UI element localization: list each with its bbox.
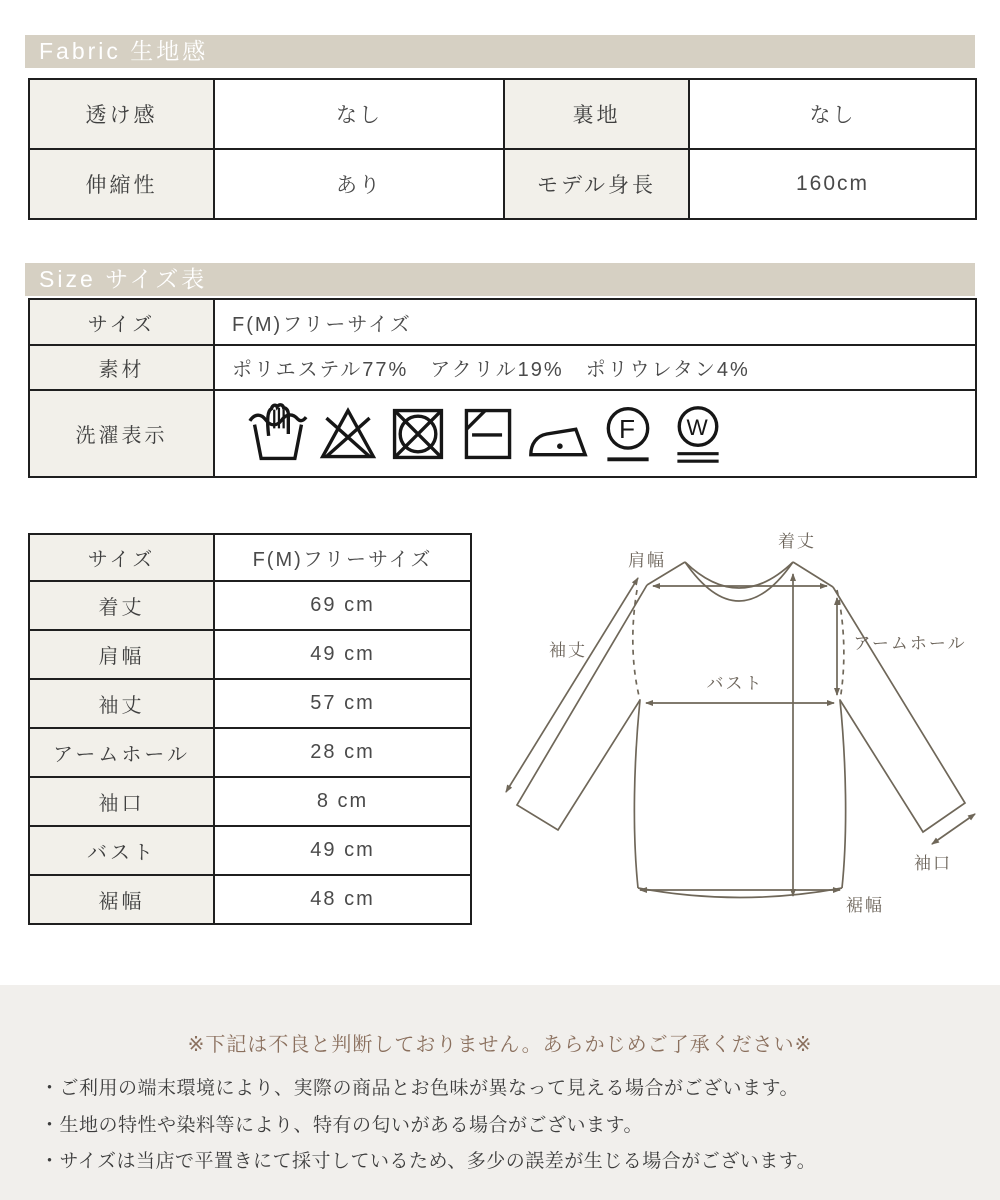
diagram-label-hem-width: 裾幅: [846, 896, 884, 915]
value-cell: F(M)フリーサイズ: [214, 299, 976, 345]
diagram-label-body-length: 着丈: [778, 532, 816, 551]
measurement-row: [29, 875, 471, 924]
note-item: ・ご利用の端末環境により、実際の商品とお色味が異なって見える場合がございます。: [40, 1078, 799, 1099]
label-cell: 素材: [29, 345, 214, 390]
garment-diagram: [490, 510, 995, 955]
notes-section: [0, 985, 1000, 1200]
table-row: [29, 79, 976, 149]
svg-text:W: W: [686, 414, 710, 440]
measurement-row: [29, 679, 471, 728]
table-row: [29, 299, 976, 345]
diagram-label-sleeve-length: 袖丈: [549, 641, 587, 660]
label-cell: バスト: [29, 826, 214, 875]
wet-clean-W-icon: [668, 402, 728, 466]
fabric-section-header: Fabric 生地感: [25, 35, 975, 68]
size-section-header: Size サイズ表: [25, 263, 975, 296]
label-cell: サイズ: [29, 534, 214, 581]
value-cell: 8 cm: [214, 777, 471, 826]
value-cell: 69 cm: [214, 581, 471, 630]
label-cell: 伸縮性: [29, 149, 214, 219]
label-cell: 着丈: [29, 581, 214, 630]
label-cell: 袖口: [29, 777, 214, 826]
diagram-label-armhole: アームホール: [853, 634, 967, 653]
label-cell: サイズ: [29, 299, 214, 345]
measurement-header-row: [29, 534, 471, 581]
label-cell: 肩幅: [29, 630, 214, 679]
size-info-table: [28, 298, 977, 478]
dry-clean-F-icon: [598, 402, 658, 466]
table-row: [29, 149, 976, 219]
svg-text:F: F: [619, 413, 637, 444]
value-cell: 48 cm: [214, 875, 471, 924]
value-cell: 160cm: [689, 149, 976, 219]
label-cell: 裏地: [504, 79, 689, 149]
value-cell: F(M)フリーサイズ: [214, 534, 471, 581]
value-cell: 49 cm: [214, 826, 471, 875]
diagram-label-bust: バスト: [706, 674, 764, 693]
label-cell: 裾幅: [29, 875, 214, 924]
measurement-row: [29, 728, 471, 777]
label-cell: モデル身長: [504, 149, 689, 219]
measurement-row: [29, 826, 471, 875]
do-not-tumble-dry-icon: [388, 402, 448, 466]
table-row: [29, 345, 976, 390]
label-cell: 洗濯表示: [29, 390, 214, 477]
measurement-row: [29, 777, 471, 826]
notes-title: ※下記は不良と判断しておりません。あらかじめご了承ください※: [187, 1034, 813, 1056]
value-cell: ポリエステル77% アクリル19% ポリウレタン4%: [214, 345, 976, 390]
value-cell: なし: [689, 79, 976, 149]
note-item: ・生地の特性や染料等により、特有の匂いがある場合がございます。: [40, 1115, 643, 1136]
iron-low-heat-icon: [528, 402, 588, 466]
label-cell: 透け感: [29, 79, 214, 149]
note-item: ・サイズは当店で平置きにて採寸しているため、多少の誤差が生じる場合がございます。: [40, 1151, 817, 1172]
label-cell: アームホール: [29, 728, 214, 777]
label-cell: 袖丈: [29, 679, 214, 728]
value-cell: 28 cm: [214, 728, 471, 777]
garment-outline-drawing: [490, 510, 995, 955]
flat-dry-in-shade-icon: [458, 402, 518, 466]
value-cell: 57 cm: [214, 679, 471, 728]
laundry-care-icons: [232, 402, 975, 466]
diagram-label-cuff: 袖口: [914, 854, 952, 873]
care-symbols-cell: [214, 390, 976, 477]
value-cell: 49 cm: [214, 630, 471, 679]
measurement-table: [28, 533, 472, 925]
value-cell: あり: [214, 149, 504, 219]
diagram-label-shoulder-width: 肩幅: [628, 551, 666, 570]
table-row: [29, 390, 976, 477]
do-not-bleach-icon: [318, 402, 378, 466]
hand-wash-icon: [248, 402, 308, 466]
measurement-row: [29, 581, 471, 630]
fabric-table: [28, 78, 977, 220]
value-cell: なし: [214, 79, 504, 149]
measurement-row: [29, 630, 471, 679]
